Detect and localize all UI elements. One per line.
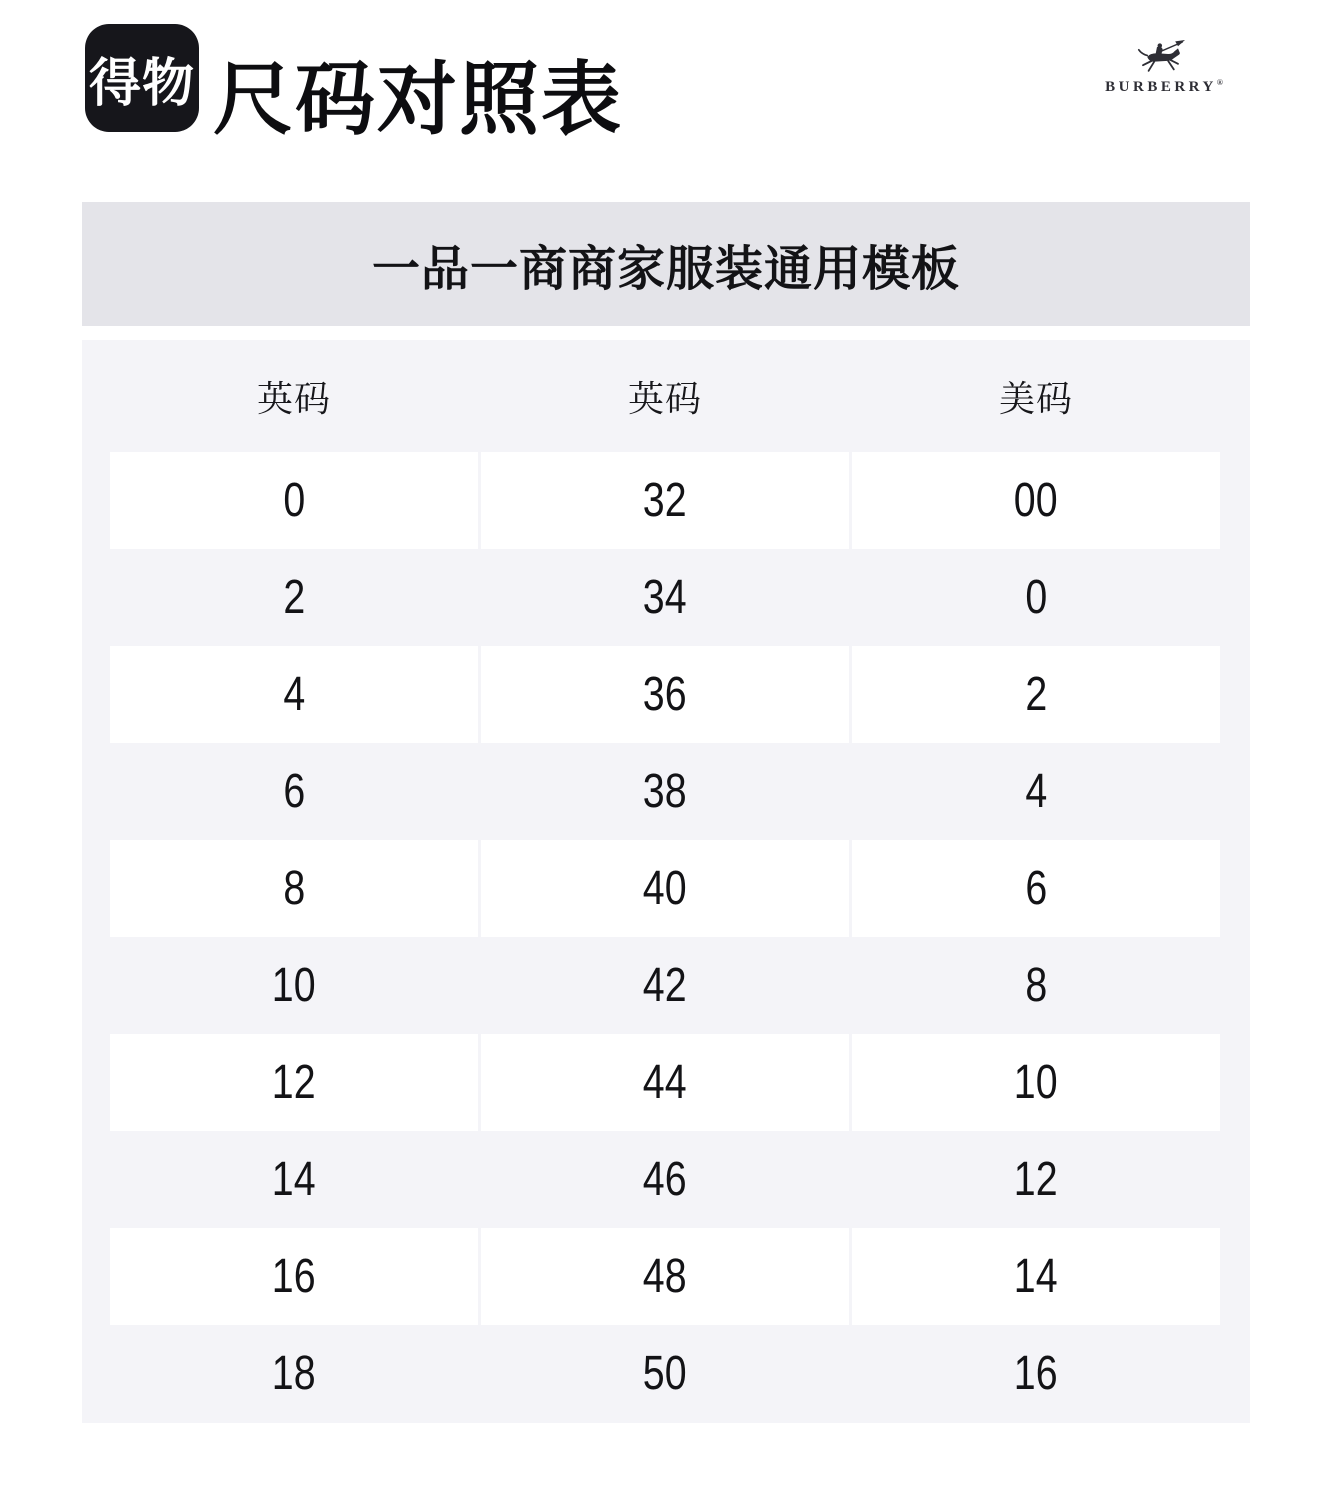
table-row bbox=[110, 840, 1220, 937]
table-row bbox=[110, 549, 1220, 646]
template-banner bbox=[82, 202, 1250, 326]
size-cell: 6 bbox=[852, 840, 1220, 937]
size-cell: 44 bbox=[481, 1034, 849, 1131]
table-row bbox=[110, 1228, 1220, 1325]
size-cell: 16 bbox=[1014, 1346, 1058, 1400]
size-cell: 12 bbox=[110, 1034, 478, 1131]
column-header-uk-1: 英码 bbox=[256, 377, 331, 419]
size-cell: 46 bbox=[643, 1152, 687, 1206]
table-header-row bbox=[110, 340, 1220, 452]
table-row bbox=[110, 1131, 1220, 1228]
page-title: 尺码对照表 bbox=[213, 55, 623, 144]
size-cell: 8 bbox=[1025, 958, 1047, 1012]
dewu-logo-text: 得物 bbox=[88, 54, 195, 113]
table-row bbox=[110, 646, 1220, 743]
size-cell: 48 bbox=[481, 1228, 849, 1325]
size-cell: 32 bbox=[481, 452, 849, 549]
size-cell: 50 bbox=[643, 1346, 687, 1400]
size-cell: 4 bbox=[1025, 764, 1047, 818]
size-cell: 14 bbox=[852, 1228, 1220, 1325]
size-cell: 2 bbox=[852, 646, 1220, 743]
table-row bbox=[110, 452, 1220, 549]
size-cell: 12 bbox=[1014, 1152, 1058, 1206]
size-cell: 38 bbox=[643, 764, 687, 818]
burberry-equestrian-knight-icon bbox=[1136, 40, 1192, 75]
size-cell: 34 bbox=[643, 570, 687, 624]
table-row bbox=[110, 743, 1220, 840]
size-cell: 0 bbox=[110, 452, 478, 549]
size-cell: 0 bbox=[1025, 570, 1047, 624]
size-cell: 18 bbox=[272, 1346, 316, 1400]
size-cell: 42 bbox=[643, 958, 687, 1012]
table-row bbox=[110, 937, 1220, 1034]
registered-trademark-symbol: ® bbox=[1216, 78, 1223, 87]
size-cell: 10 bbox=[852, 1034, 1220, 1131]
size-cell: 16 bbox=[110, 1228, 478, 1325]
template-banner-title: 一品一商商家服装通用模板 bbox=[371, 242, 960, 296]
column-header-us: 美码 bbox=[998, 377, 1073, 419]
size-cell: 4 bbox=[110, 646, 478, 743]
dewu-logo bbox=[85, 24, 199, 132]
size-cell: 6 bbox=[283, 764, 305, 818]
burberry-wordmark: BURBERRY® bbox=[1105, 78, 1223, 95]
size-comparison-table bbox=[82, 340, 1250, 1423]
size-cell: 10 bbox=[272, 958, 316, 1012]
table-row bbox=[110, 1325, 1220, 1422]
size-cell: 40 bbox=[481, 840, 849, 937]
table-row bbox=[110, 1034, 1220, 1131]
size-cell: 00 bbox=[852, 452, 1220, 549]
column-header-uk-2: 英码 bbox=[627, 377, 702, 419]
burberry-logo bbox=[1100, 40, 1228, 96]
size-cell: 36 bbox=[481, 646, 849, 743]
header bbox=[85, 24, 623, 144]
size-cell: 8 bbox=[110, 840, 478, 937]
size-cell: 2 bbox=[283, 570, 305, 624]
size-cell: 14 bbox=[272, 1152, 316, 1206]
